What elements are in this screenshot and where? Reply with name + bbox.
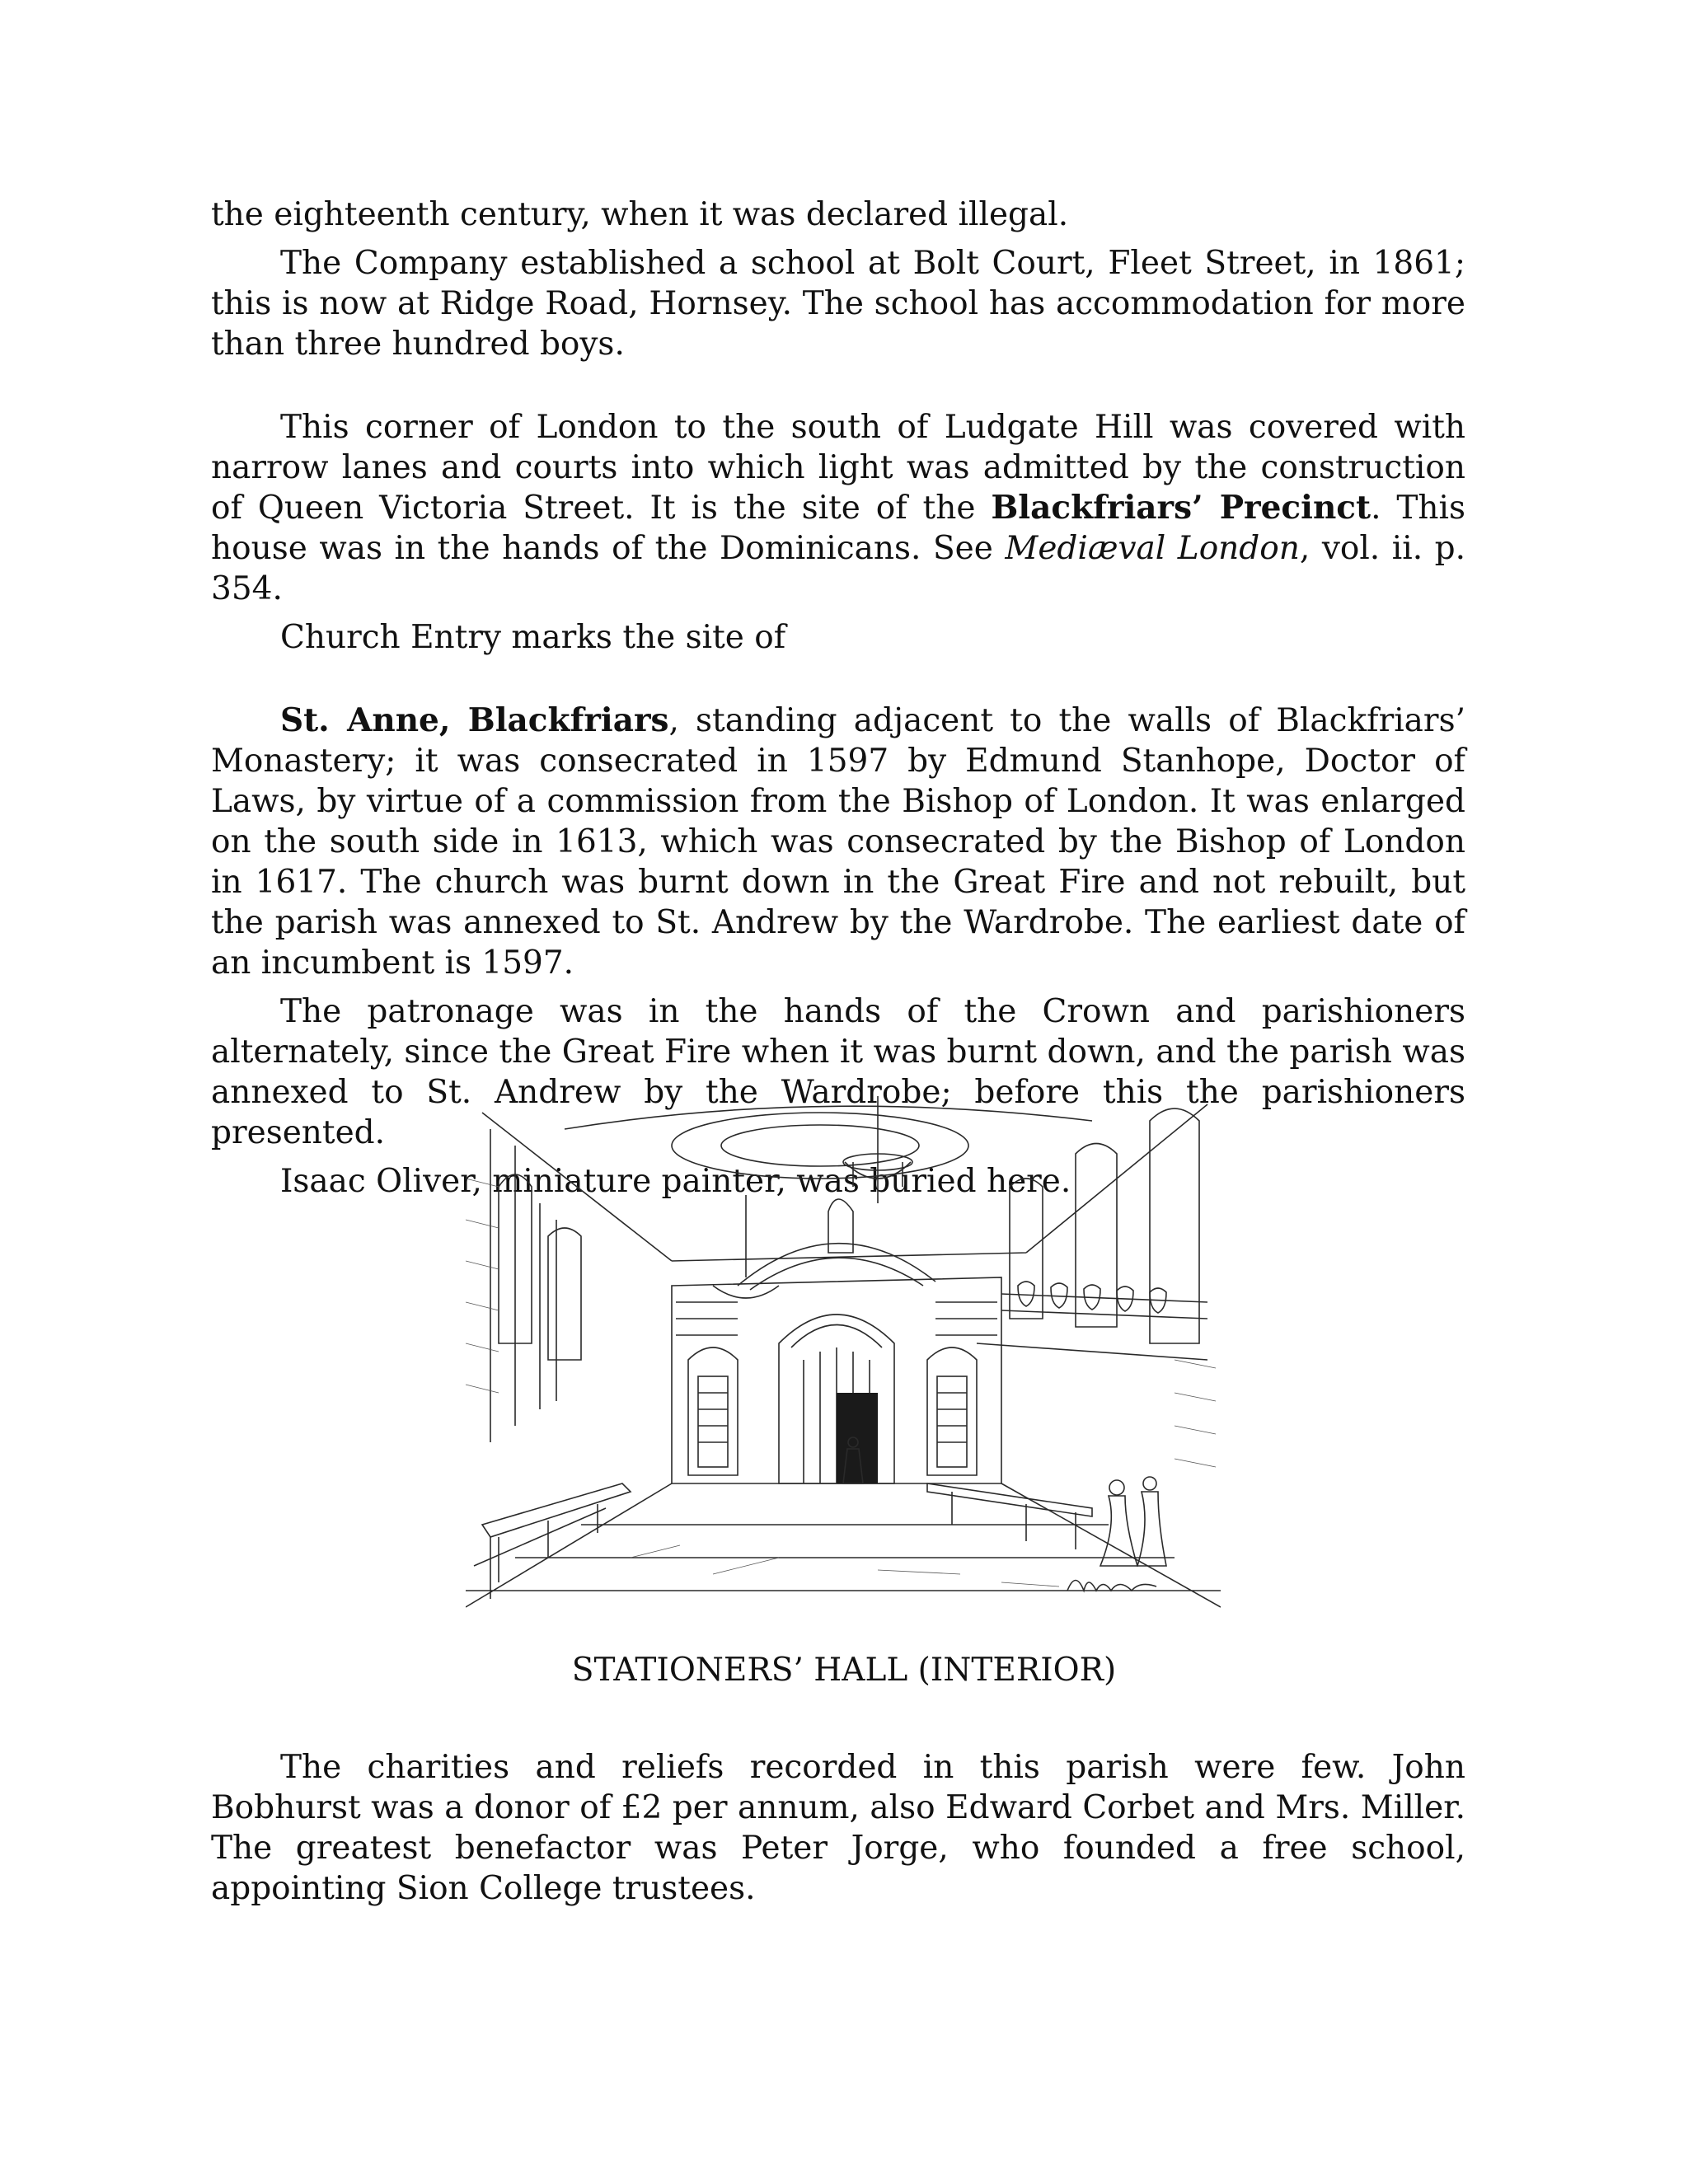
- st-anne-heading: St. Anne, Blackfriars: [280, 701, 669, 739]
- text-block-upper: [211, 194, 1465, 1202]
- precinct-text-a: This corner of London to the south of Ludgate Hill was covered with narrow lanes and courts into which light was admitted by the construction of Queen Victoria Street. It is the site of the: [211, 409, 1465, 527]
- precinct-reference-title: Mediæval London: [1005, 530, 1300, 567]
- precinct-text-c: , vol. ii. p. 354.: [211, 530, 1465, 607]
- precinct-text-b: . This house was in the hands of the Dominicans. See: [211, 490, 1465, 567]
- paragraph-church-entry: Church Entry marks the site of: [280, 619, 786, 656]
- hall-interior-drawing: [466, 1096, 1221, 1622]
- precinct-term: Blackfriars’ Precinct: [991, 489, 1372, 527]
- figure-caption: STATIONERS’ HALL (INTERIOR): [571, 1652, 1117, 1689]
- paragraph-blackfriars-precinct: [211, 407, 1465, 609]
- stationers-hall-illustration: [466, 1096, 1221, 1622]
- paragraph-charities: The charities and reliefs recorded in this parish were few. John Bobhurst was a donor of £2 per annum, also Edward Corbet and Mrs. Miller. The greatest benefactor was Peter Jorge, who founded a free school, appointing Sion College trustees.: [211, 1749, 1465, 1907]
- st-anne-text: , standing adjacent to the walls of Blackfriars’ Monastery; it was consecrated in 1597 by Edmund Stanhope, Doctor of Laws, by virtue of a commission from the Bishop of London. It was enlarged on the south side in 1613, which was consecrated by the Bishop of London in 1617. The church was burnt down in the Great Fire and not rebuilt, but the parish was annexed to St. Andrew by the Wardrobe. The earliest date of an incumbent is 1597.: [211, 702, 1465, 982]
- paragraph-school: The Company established a school at Bolt Court, Fleet Street, in 1861; this is now at Ridge Road, Hornsey. The school has accommodation for more than three hundred boys.: [211, 245, 1465, 363]
- text-block-lower: [211, 1747, 1465, 1909]
- paragraph-st-anne: [211, 701, 1465, 983]
- paragraph-isaac-oliver: Isaac Oliver, miniature painter, was buried here.: [280, 1163, 1071, 1200]
- paragraph-continuation: the eighteenth century, when it was declared illegal.: [211, 196, 1069, 233]
- paragraph-patronage: The patronage was in the hands of the Crown and parishioners alternately, since the Great Fire when it was burnt down, and the parish was annexed to St. Andrew by the Wardrobe; before this the parishioners presented.: [211, 993, 1465, 1151]
